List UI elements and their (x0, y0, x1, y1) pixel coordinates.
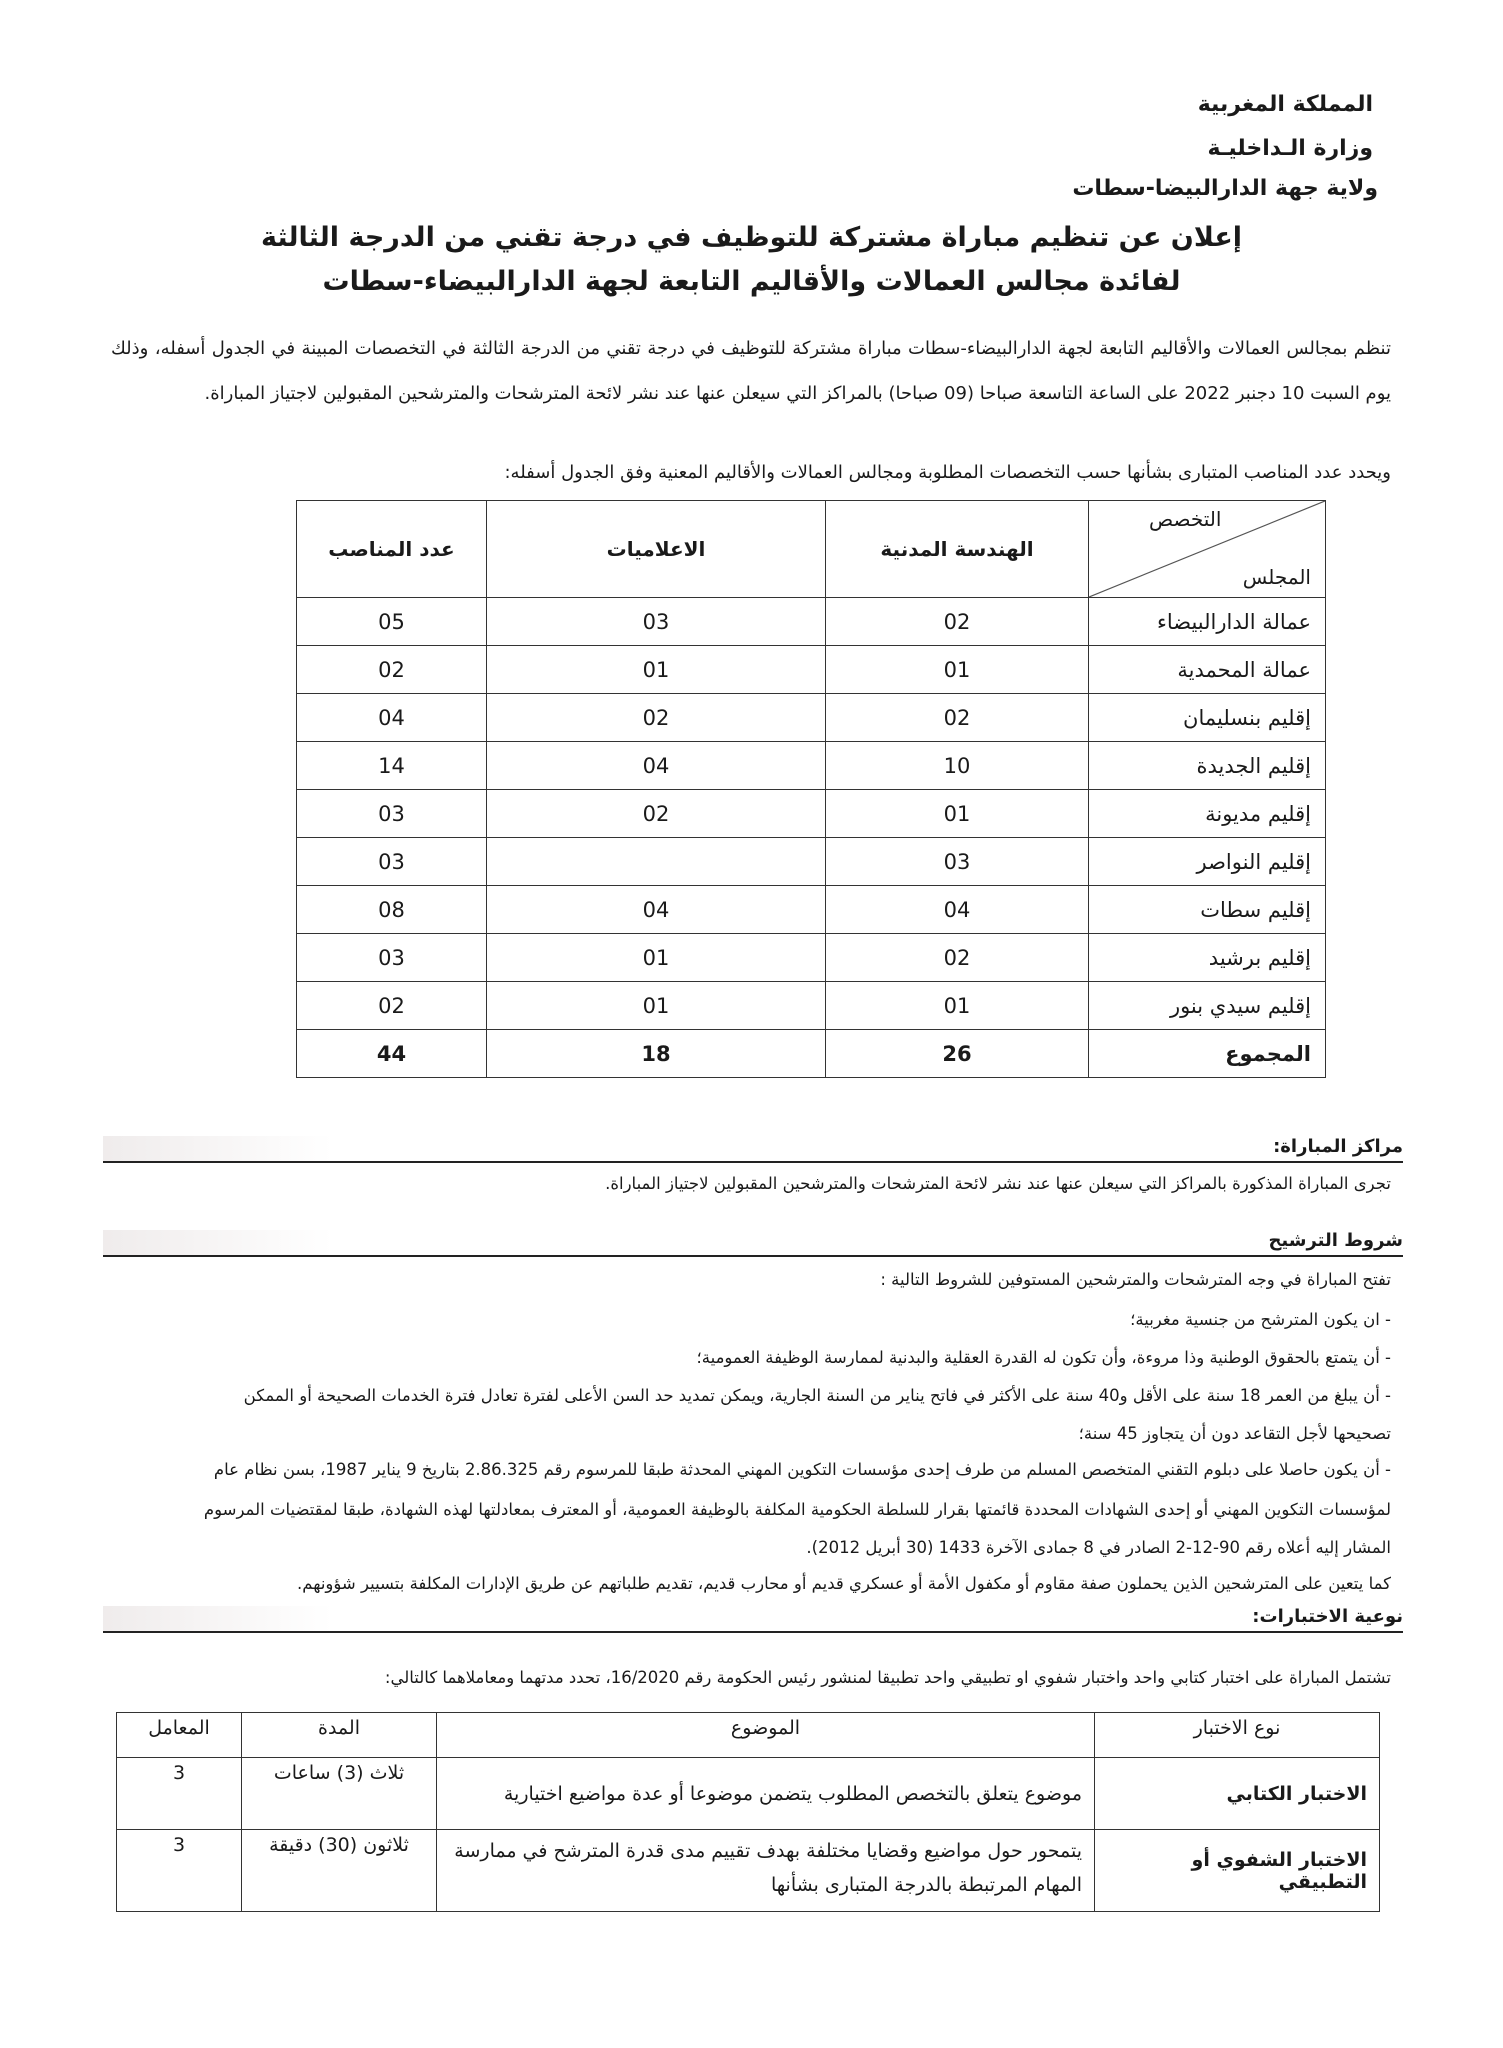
condition-line: - أن يتمتع بالحقوق الوطنية وذا مروءة، وأن تكون له القدرة العقلية والبدنية لممارسة الوظيفة العمومية؛ (696, 1348, 1391, 1367)
total-count: 03 (297, 934, 487, 982)
wilaya-label: ولاية جهة الدارالبيضا-سطات (1072, 176, 1378, 201)
civil-count: 02 (826, 934, 1089, 982)
conditions-intro: تفتح المباراة في وجه المترشحات والمترشحين المستوفين للشروط التالية : (880, 1270, 1391, 1289)
it-count: 04 (487, 742, 826, 790)
table-intro: ويحدد عدد المناصب المتبارى بشأنها حسب التخصصات المطلوبة ومجالس العمالات والأقاليم المعنية وفق الجدول أسفله: (504, 462, 1391, 483)
posts-table-header (297, 501, 1326, 598)
ministry-label: وزارة الـداخليـة (1207, 136, 1373, 161)
table-row (117, 1830, 1380, 1912)
condition-line: المشار إليه أعلاه رقم 90-12-2 الصادر في 8 جمادى الآخرة 1433 (30 أبريل 2012). (806, 1538, 1391, 1557)
centers-heading-text: مراكز المباراة: (1273, 1136, 1403, 1157)
civil-count: 02 (826, 598, 1089, 646)
header-coef: المعامل (117, 1713, 242, 1758)
test-duration: ثلاث (3) ساعات (242, 1758, 437, 1830)
condition-line: - أن يكون حاصلا على دبلوم التقني المتخصص المسلم من طرف إحدى مؤسسات التكوين المهني المحدثة طبقا للمرسوم رقم 2.86.325 بتاريخ 9 يناير 1987، بسن نظام عام (213, 1460, 1391, 1479)
table-row (297, 934, 1326, 982)
it-count: 02 (487, 790, 826, 838)
table-row (297, 694, 1326, 742)
civil-count: 01 (826, 982, 1089, 1030)
test-type: الاختبار الكتابي (1095, 1758, 1380, 1830)
council-name: عمالة الدارالبيضاء (1089, 598, 1326, 646)
title-line-2: لفائدة مجالس العمالات والأقاليم التابعة لجهة الدارالبيضاء-سطات (322, 266, 1181, 297)
test-coef: 3 (117, 1830, 242, 1912)
corner-cell (1089, 501, 1326, 598)
corner-top-label: التخصص (1149, 507, 1222, 531)
table-row (297, 742, 1326, 790)
corner-bottom-label: المجلس (1242, 565, 1311, 589)
sum-label: المجموع (1089, 1030, 1326, 1078)
civil-count: 10 (826, 742, 1089, 790)
sum-row (297, 1030, 1326, 1078)
table-row (297, 886, 1326, 934)
it-count: 01 (487, 646, 826, 694)
test-type: الاختبار الشفوي أو التطبيقي (1095, 1830, 1380, 1912)
table-row (117, 1758, 1380, 1830)
test-subject: موضوع يتعلق بالتخصص المطلوب يتضمن موضوعا أو عدة مواضيع اختيارية (437, 1758, 1095, 1830)
test-duration: ثلاثون (30) دقيقة (242, 1830, 437, 1912)
total-count: 08 (297, 886, 487, 934)
posts-table (296, 500, 1326, 1078)
header-subject: الموضوع (437, 1713, 1095, 1758)
total-count: 02 (297, 646, 487, 694)
condition-line: - أن يبلغ من العمر 18 سنة على الأقل و40 سنة على الأكثر في فاتح يناير من السنة الجارية، ويمكن تمديد حد السن الأعلى لفترة تعادل فترة الخدمات الصحيحة أو الممكن (243, 1386, 1391, 1405)
it-count (487, 838, 826, 886)
title-line-1: إعلان عن تنظيم مباراة مشتركة للتوظيف في درجة تقني من الدرجة الثالثة (260, 222, 1243, 253)
table-row (297, 790, 1326, 838)
table-row (297, 982, 1326, 1030)
table-row (297, 646, 1326, 694)
civil-count: 01 (826, 790, 1089, 838)
total-count: 03 (297, 790, 487, 838)
tests-intro: تشتمل المباراة على اختبار كتابي واحد واختبار شفوي او تطبيقي واحد تطبيقا لمنشور رئيس الحكومة رقم 16/2020، تحدد مدتهما ومعاملاهما كالتالي: (384, 1668, 1391, 1687)
centers-heading (103, 1136, 1403, 1163)
council-name: إقليم مديونة (1089, 790, 1326, 838)
centers-text: تجرى المباراة المذكورة بالمراكز التي سيعلن عنها عند نشر لائحة المترشحات والمترشحين المقبولين لاجتياز المباراة. (605, 1174, 1391, 1193)
tests-heading (103, 1606, 1403, 1633)
sum-civil: 26 (826, 1030, 1089, 1078)
council-name: عمالة المحمدية (1089, 646, 1326, 694)
header-duration: المدة (242, 1713, 437, 1758)
it-count: 02 (487, 694, 826, 742)
it-count: 01 (487, 982, 826, 1030)
tests-heading-text: نوعية الاختبارات: (1252, 1606, 1403, 1627)
civil-count: 03 (826, 838, 1089, 886)
civil-count: 02 (826, 694, 1089, 742)
council-name: إقليم الجديدة (1089, 742, 1326, 790)
tests-table-header (117, 1713, 1380, 1758)
total-count: 05 (297, 598, 487, 646)
test-subject: يتمحور حول مواضيع وقضايا مختلفة بهدف تقييم مدى قدرة المترشح في ممارسة المهام المرتبطة بالدرجة المتبارى بشأنها (437, 1830, 1095, 1912)
header-it: الاعلاميات (487, 501, 826, 598)
test-coef: 3 (117, 1758, 242, 1830)
council-name: إقليم برشيد (1089, 934, 1326, 982)
table-row (297, 598, 1326, 646)
total-count: 14 (297, 742, 487, 790)
total-count: 04 (297, 694, 487, 742)
council-name: إقليم سطات (1089, 886, 1326, 934)
header-type: نوع الاختبار (1095, 1713, 1380, 1758)
civil-count: 01 (826, 646, 1089, 694)
total-count: 02 (297, 982, 487, 1030)
civil-count: 04 (826, 886, 1089, 934)
sum-it: 18 (487, 1030, 826, 1078)
council-name: إقليم النواصر (1089, 838, 1326, 886)
conditions-heading-text: شروط الترشيح (1268, 1230, 1403, 1251)
condition-line: - ان يكون المترشح من جنسية مغربية؛ (1130, 1310, 1391, 1329)
tests-table (116, 1712, 1380, 1912)
total-count: 03 (297, 838, 487, 886)
condition-line: لمؤسسات التكوين المهني أو إحدى الشهادات المحددة قائمتها بقرار للسلطة الحكومية المكلفة بالوظيفة العمومية، أو المعترف بمعادلتها لهذه الشهادة، طبقا لمقتضيات المرسوم (203, 1500, 1391, 1519)
header-civil: الهندسة المدنية (826, 501, 1089, 598)
header-total: عدد المناصب (297, 501, 487, 598)
council-name: إقليم سيدي بنور (1089, 982, 1326, 1030)
kingdom-label: المملكة المغربية (1197, 92, 1373, 117)
it-count: 03 (487, 598, 826, 646)
sum-total: 44 (297, 1030, 487, 1078)
council-name: إقليم بنسليمان (1089, 694, 1326, 742)
it-count: 04 (487, 886, 826, 934)
condition-line: تصحيحها لأجل التقاعد دون أن يتجاوز 45 سنة؛ (1078, 1424, 1391, 1443)
intro-paragraph: تنظم بمجالس العمالات والأقاليم التابعة لجهة الدارالبيضاء-سطات مباراة مشتركة للتوظيف في درجة تقني من الدرجة الثالثة في التخصصات المبينة في الجدول أسفله، وذلك يوم السبت 10 دجنبر 2022 على الساعة التاسعة صباحا (09 صباحا) بالمراكز التي سيعلن عنها عند نشر لائحة المترشحات والمترشحين المقبولين لاجتياز المباراة. (111, 338, 1391, 404)
table-row (297, 838, 1326, 886)
conditions-heading (103, 1230, 1403, 1257)
condition-line: كما يتعين على المترشحين الذين يحملون صفة مقاوم أو مكفول الأمة أو عسكري قديم أو محارب قديم، تقديم طلباتهم عن طريق الإدارات المكلفة بتسيير شؤونهم. (297, 1574, 1391, 1593)
it-count: 01 (487, 934, 826, 982)
